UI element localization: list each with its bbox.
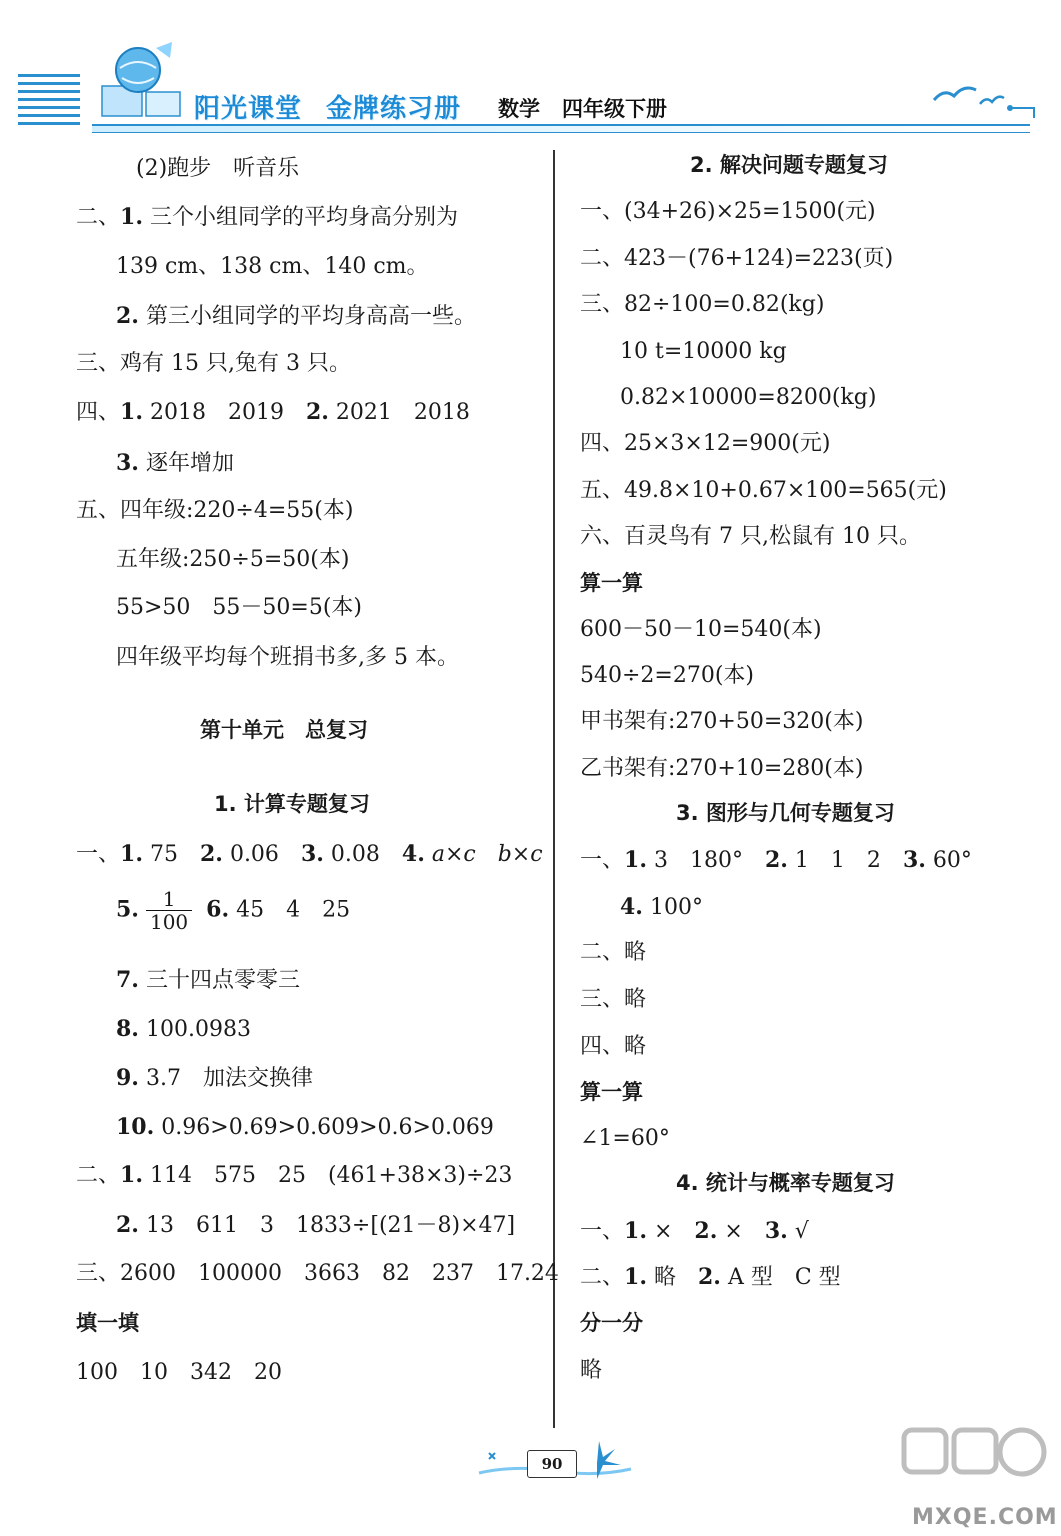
fraction-numerator: 1 [146,888,192,911]
answer-line: 0.82×10000=8200(kg) [620,385,877,410]
item-number: 3. [902,847,926,873]
section-number: 二、 [580,1265,625,1290]
item-number: 1. [624,1264,647,1290]
item-number: 2. [199,841,223,867]
answer-text: × [646,1219,695,1244]
item-number: 10. [116,1114,155,1140]
answer-text: 1 1 2 [787,848,903,873]
answer-text: a×c b×c [424,842,543,867]
answer-line [116,969,300,992]
answer-line [76,401,470,424]
subject-grade [498,93,689,123]
answer-line: 三、2600 100000 3663 82 237 17.24 [76,1261,559,1286]
answer-text: 2021 2018 [328,400,470,425]
answer-line [116,1067,313,1090]
answer-text: 0.06 [222,842,301,867]
answer-text: 逐年增加 [138,451,234,476]
answer-line: 540÷2=270(本) [580,663,755,688]
item-number: 1. [624,847,647,873]
answer-text: 100.0983 [138,1017,251,1042]
page-header [0,0,1061,150]
item-number: 2. [116,303,139,329]
answer-text: 0.08 [323,842,402,867]
answer-line: 六、百灵鸟有 7 只,松鼠有 10 只。 [580,524,921,549]
answer-line: 三、鸡有 15 只,兔有 3 只。 [76,351,351,376]
subsection-title: 分一分 [580,1311,643,1335]
fraction-denominator: 100 [149,910,189,934]
grade-label: 四年级下册 [562,97,667,121]
section-number: 二、 [76,1163,121,1188]
subject-label: 数学 [498,97,540,121]
answer-text: 略 [646,1265,698,1290]
item-number: 9. [116,1065,139,1091]
answer-line: 55>50 55－50=5(本) [116,595,363,620]
answer-line: 四、略 [580,1034,647,1059]
fraction [146,888,192,933]
answer-text: 2018 2019 [142,400,306,425]
item-number: 8. [116,1016,139,1042]
answer-text: 13 611 3 1833÷[(21－8)×47] [138,1213,516,1238]
item-number: 1. [120,204,143,230]
answer-text: 0.96>0.69>0.609>0.6>0.069 [154,1115,494,1140]
answer-text: 114 575 25 (461+38×3)÷23 [142,1163,513,1188]
answer-line: 甲书架有:270+50=320(本) [580,709,864,734]
answer-text: 三十四点零零三 [138,968,300,993]
answer-line [620,896,703,919]
answer-line: 五年级:250÷5=50(本) [116,547,350,572]
answer-line: 三、82÷100=0.82(kg) [580,292,825,317]
answer-line: (2)跑步 听音乐 [136,156,300,181]
answer-line [76,206,458,229]
answer-text: 45 4 25 [229,897,351,923]
answer-text: 3.7 加法交换律 [138,1066,313,1091]
answer-line: 600－50－10=540(本) [580,617,822,642]
answer-line [76,1164,512,1187]
answer-line [116,888,350,933]
page-number: 90 [527,1450,577,1478]
globe-book-icon [98,38,186,120]
section-number: 一、 [580,848,625,873]
item-number: 1. [120,1162,143,1188]
answer-line: 四、25×3×12=900(元) [580,431,831,456]
answer-line [580,1220,809,1243]
answer-line: 五、四年级:220÷4=55(本) [76,498,354,523]
item-number: 1. [624,1218,647,1244]
subsection-title: 填一填 [76,1311,139,1335]
answer-text: 3 180° [646,848,765,873]
answer-line: 四年级平均每个班捐书多,多 5 本。 [116,645,459,670]
item-number: 2. [305,399,329,425]
item-number: 7. [116,967,139,993]
section-number: 二、 [76,205,121,230]
section-title: 3. 图形与几何专题复习 [676,801,895,825]
answer-text: × [717,1219,765,1244]
subsection-title: 算一算 [580,571,643,595]
item-number: 2. [697,1264,721,1290]
item-number: 1. [120,399,143,425]
column-divider [553,150,555,1428]
answer-text: 100° [642,895,703,920]
item-number: 2. [116,1212,139,1238]
item-number: 5. [116,896,139,923]
watermark-text: MXQE.COM [912,1505,1058,1530]
answer-text: 75 [142,842,200,867]
item-number: 6. [206,896,230,923]
item-number: 4. [620,894,643,920]
answer-line: ∠1=60° [580,1126,670,1151]
answer-line: 100 10 342 20 [76,1360,282,1385]
answer-line: 乙书架有:270+10=280(本) [580,756,864,781]
header-rule [92,124,1030,133]
answer-text: A 型 C 型 [720,1265,841,1290]
item-number: 2. [764,847,788,873]
item-number: 3. [764,1218,788,1244]
subsection-title: 算一算 [580,1080,643,1104]
answer-line: 五、49.8×10+0.67×100=565(元) [580,478,947,503]
item-number: 3. [116,450,139,476]
header-stripes [18,74,80,130]
section-number: 一、 [580,1219,625,1244]
answer-line: 略 [580,1358,603,1383]
item-number: 4. [401,841,425,867]
answer-line: 139 cm、138 cm、140 cm。 [116,254,429,279]
item-number: 1. [120,841,143,867]
section-title: 4. 统计与概率专题复习 [676,1171,895,1195]
birds-icon [930,78,1040,118]
answer-line [76,843,543,866]
answer-line [116,1018,251,1041]
answer-line: 二、423－(76+124)=223(页) [580,246,894,271]
section-title: 2. 解决问题专题复习 [690,153,888,177]
answer-text: 三个小组同学的平均身高分别为 [142,205,458,230]
answer-line [580,1266,841,1289]
answer-line [116,305,476,328]
section-number: 四、 [76,400,121,425]
section-title: 1. 计算专题复习 [214,792,370,816]
brand-title [194,88,485,125]
answer-line [580,849,972,872]
answer-text: 第三小组同学的平均身高高一些。 [138,304,476,329]
answer-line [116,452,234,475]
answer-line [116,1214,515,1237]
answer-text: 60° [925,848,972,873]
answer-line [116,1116,494,1139]
brand-name-1: 阳光课堂 [194,94,303,124]
item-number: 3. [300,841,324,867]
answer-line: 一、(34+26)×25=1500(元) [580,199,876,224]
answer-line: 二、略 [580,940,647,965]
section-number: 一、 [76,842,121,867]
brand-name-2: 金牌练习册 [326,94,462,124]
item-number: 2. [694,1218,718,1244]
answer-line: 10 t=10000 kg [620,339,787,364]
unit-title: 第十单元 总复习 [200,718,368,742]
answer-text: √ [787,1219,809,1244]
answer-line: 三、略 [580,987,647,1012]
